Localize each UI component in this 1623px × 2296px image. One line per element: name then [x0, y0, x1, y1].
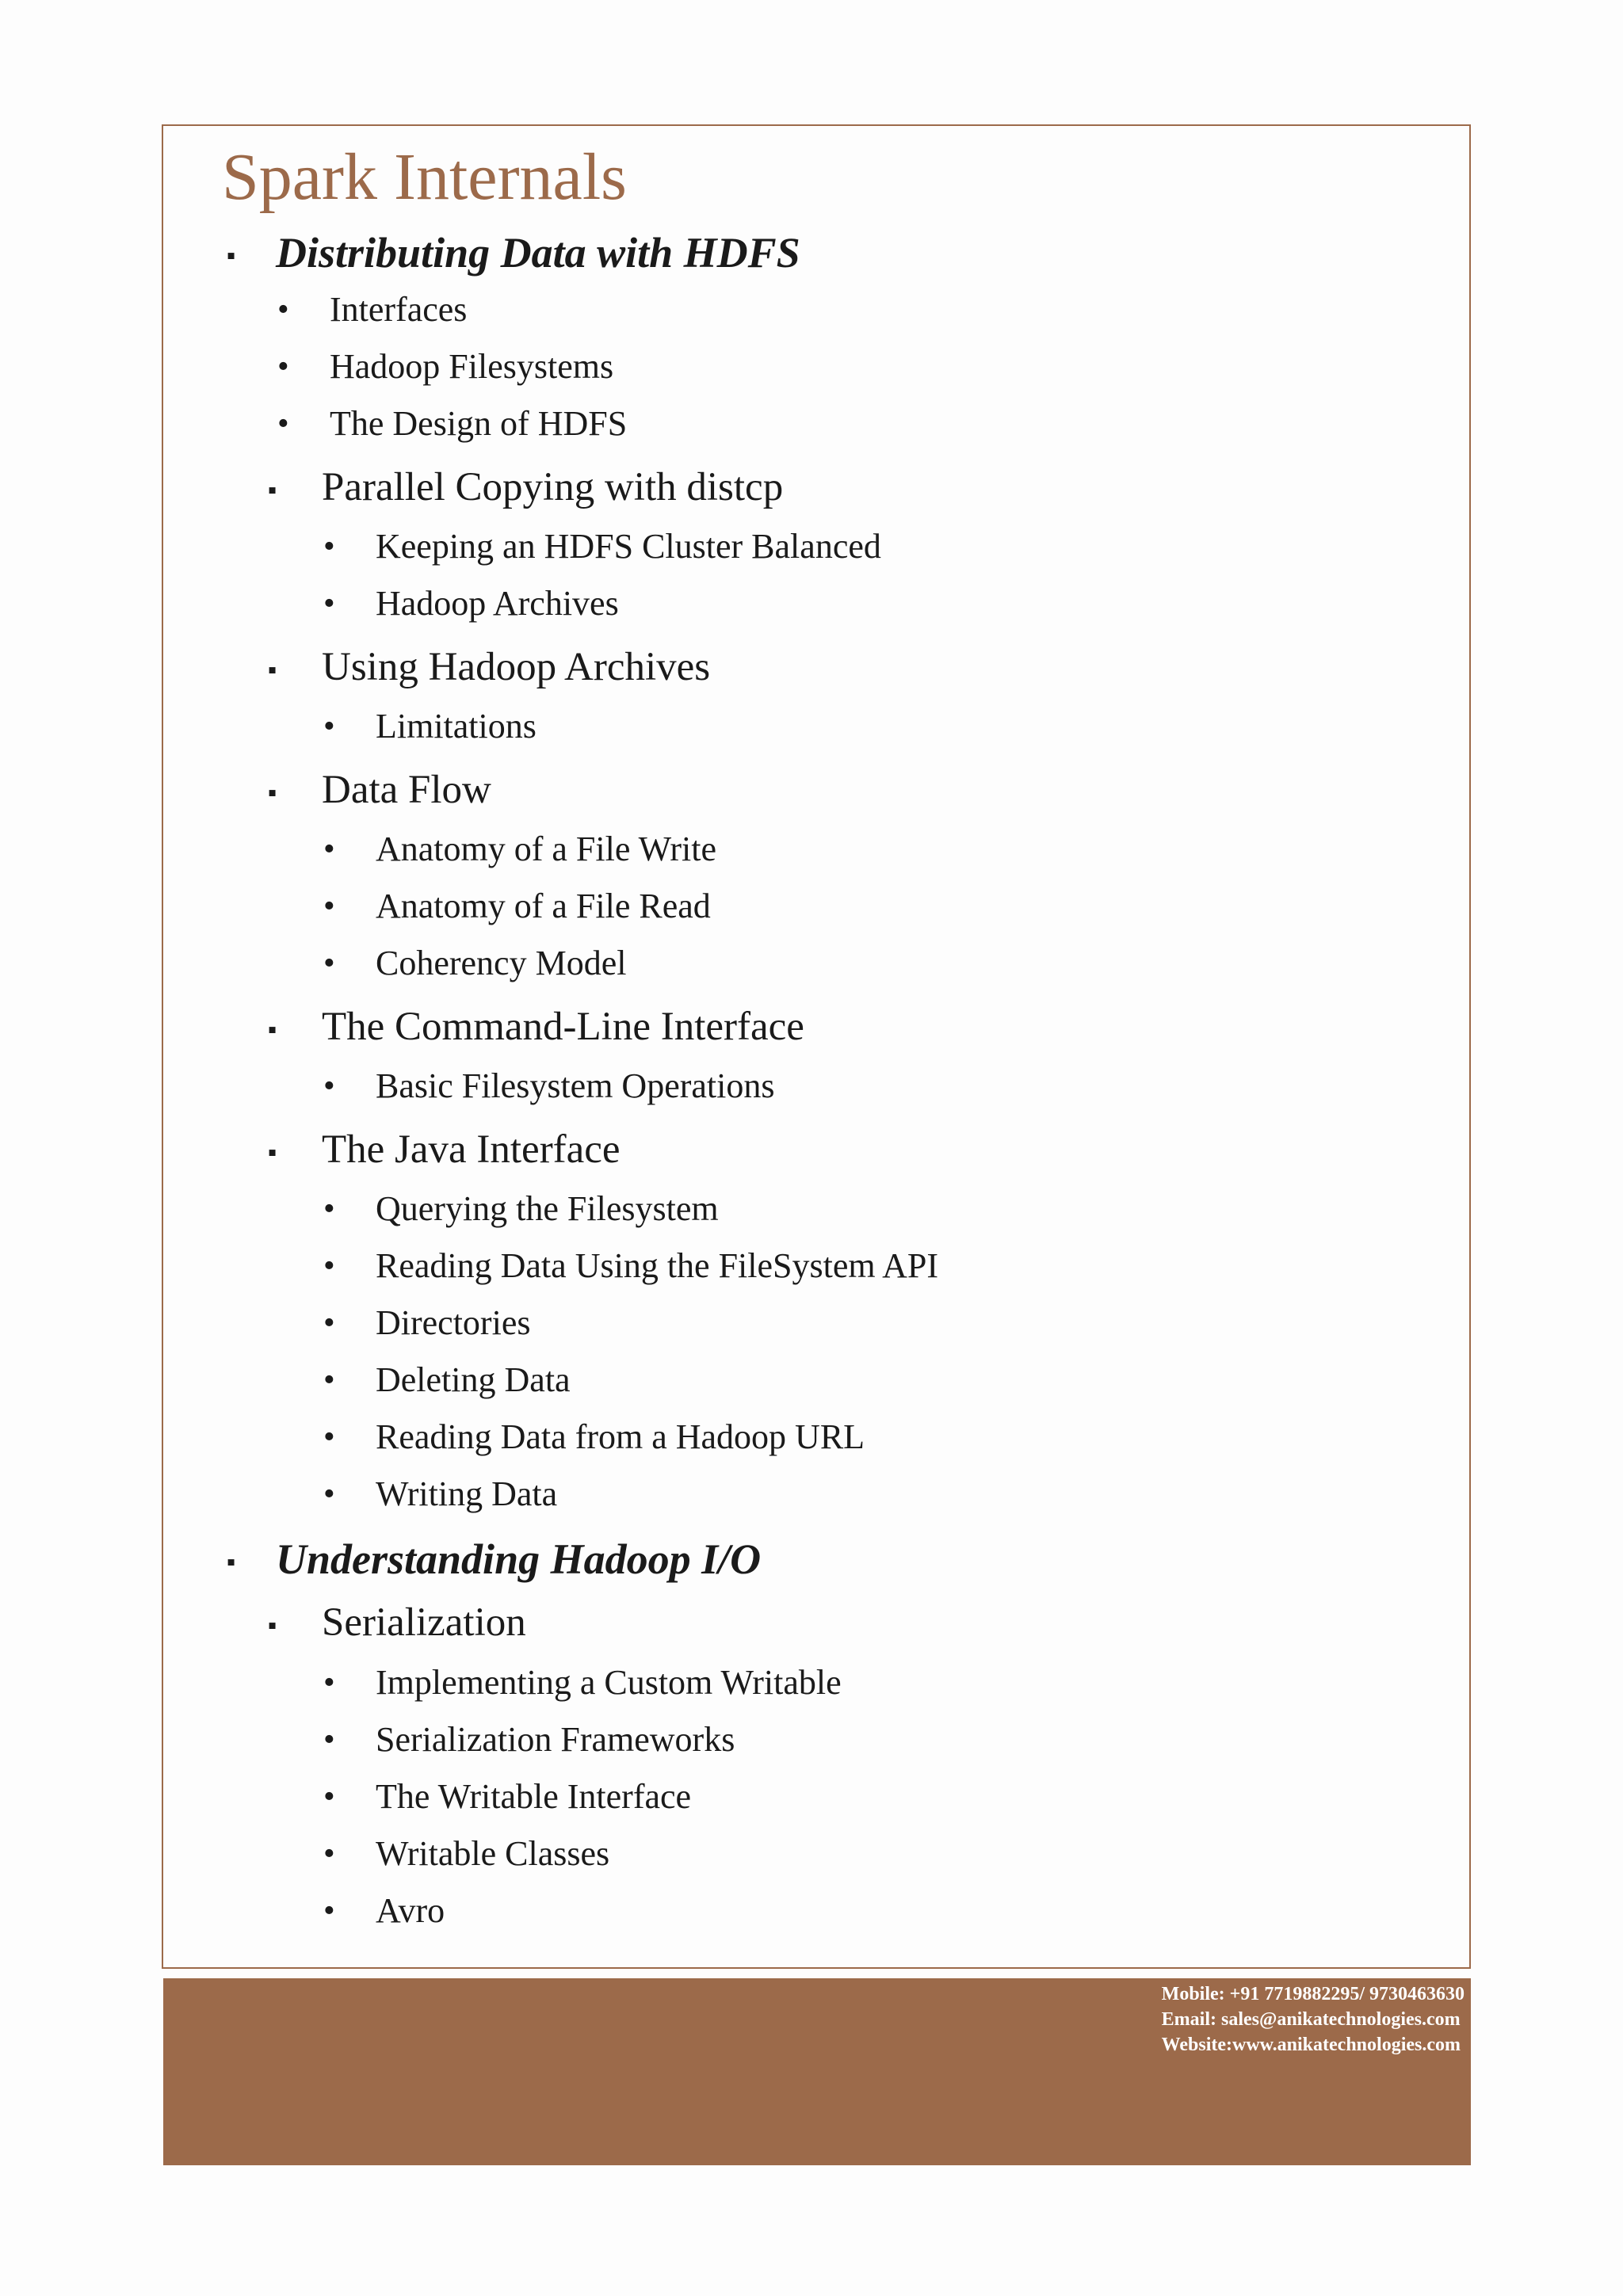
square-bullet-icon: ▪	[268, 1611, 277, 1639]
bullet-icon: •	[323, 1248, 335, 1284]
bullet-icon: •	[277, 292, 289, 328]
subsection-heading-archives: ▪ Using Hadoop Archives	[322, 640, 710, 694]
bullet-icon: •	[323, 1893, 335, 1929]
bullet-icon: •	[323, 1362, 335, 1398]
bullet-icon: •	[323, 888, 335, 925]
square-bullet-icon: ▪	[268, 475, 277, 504]
square-bullet-icon: ▪	[227, 1547, 236, 1576]
list-item: • Coherency Model	[376, 940, 626, 987]
list-item: • Interfaces	[330, 286, 467, 334]
subsection-heading-dataflow: ▪ Data Flow	[322, 763, 491, 817]
list-item: • Avro	[376, 1887, 445, 1935]
list-item: • Basic Filesystem Operations	[376, 1062, 775, 1110]
contact-footer	[163, 1978, 1471, 2165]
subsection-heading-distcp: ▪ Parallel Copying with distcp	[322, 460, 783, 514]
square-bullet-icon: ▪	[268, 1138, 277, 1166]
list-item: • Writable Classes	[376, 1830, 609, 1878]
list-item: • Reading Data Using the FileSystem API	[376, 1242, 938, 1290]
subsection-heading-serialization: ▪ Serialization	[322, 1596, 526, 1650]
list-item: • The Design of HDFS	[330, 400, 627, 448]
list-item: • Hadoop Archives	[376, 580, 619, 627]
bullet-icon: •	[323, 1191, 335, 1227]
list-item: • Writing Data	[376, 1470, 557, 1518]
list-item: • Hadoop Filesystems	[330, 343, 613, 391]
list-item: • Querying the Filesystem	[376, 1185, 719, 1233]
website-contact: Website:www.anikatechnologies.com	[1161, 2035, 1461, 2055]
bullet-icon: •	[323, 1068, 335, 1104]
bullet-icon: •	[323, 708, 335, 745]
page-title: Spark Internals	[222, 140, 627, 214]
bullet-icon: •	[323, 1665, 335, 1701]
bullet-icon: •	[323, 585, 335, 622]
section-heading-hdfs: ▪ Distributing Data with HDFS	[276, 225, 800, 280]
bullet-icon: •	[323, 1305, 335, 1341]
list-item: • Serialization Frameworks	[376, 1716, 735, 1764]
subsection-heading-cli: ▪ The Command-Line Interface	[322, 1000, 804, 1054]
list-item: • Reading Data from a Hadoop URL	[376, 1413, 865, 1461]
mobile-contact: Mobile: +91 7719882295/ 9730463630	[1161, 1984, 1465, 2004]
square-bullet-icon: ▪	[268, 1015, 277, 1043]
bullet-icon: •	[323, 1476, 335, 1512]
bullet-icon: •	[277, 406, 289, 442]
subsection-heading-java: ▪ The Java Interface	[322, 1123, 621, 1177]
bullet-icon: •	[323, 831, 335, 868]
email-contact: Email: sales@anikatechnologies.com	[1161, 2009, 1461, 2030]
bullet-icon: •	[323, 945, 335, 982]
list-item: • Anatomy of a File Read	[376, 883, 711, 930]
list-item: • Anatomy of a File Write	[376, 826, 716, 873]
square-bullet-icon: ▪	[268, 778, 277, 807]
square-bullet-icon: ▪	[227, 241, 236, 269]
list-item: • Keeping an HDFS Cluster Balanced	[376, 523, 881, 570]
section-heading-hadoop-io: ▪ Understanding Hadoop I/O	[276, 1531, 761, 1587]
list-item: • The Writable Interface	[376, 1773, 691, 1821]
list-item: • Directories	[376, 1299, 530, 1347]
bullet-icon: •	[323, 1779, 335, 1815]
bullet-icon: •	[323, 1419, 335, 1455]
bullet-icon: •	[277, 349, 289, 385]
list-item: • Limitations	[376, 703, 537, 750]
bullet-icon: •	[323, 528, 335, 565]
list-item: • Deleting Data	[376, 1356, 571, 1404]
contact-info	[1162, 1981, 1465, 2058]
square-bullet-icon: ▪	[268, 655, 277, 684]
bullet-icon: •	[323, 1836, 335, 1872]
list-item: • Implementing a Custom Writable	[376, 1659, 842, 1707]
bullet-icon: •	[323, 1722, 335, 1758]
